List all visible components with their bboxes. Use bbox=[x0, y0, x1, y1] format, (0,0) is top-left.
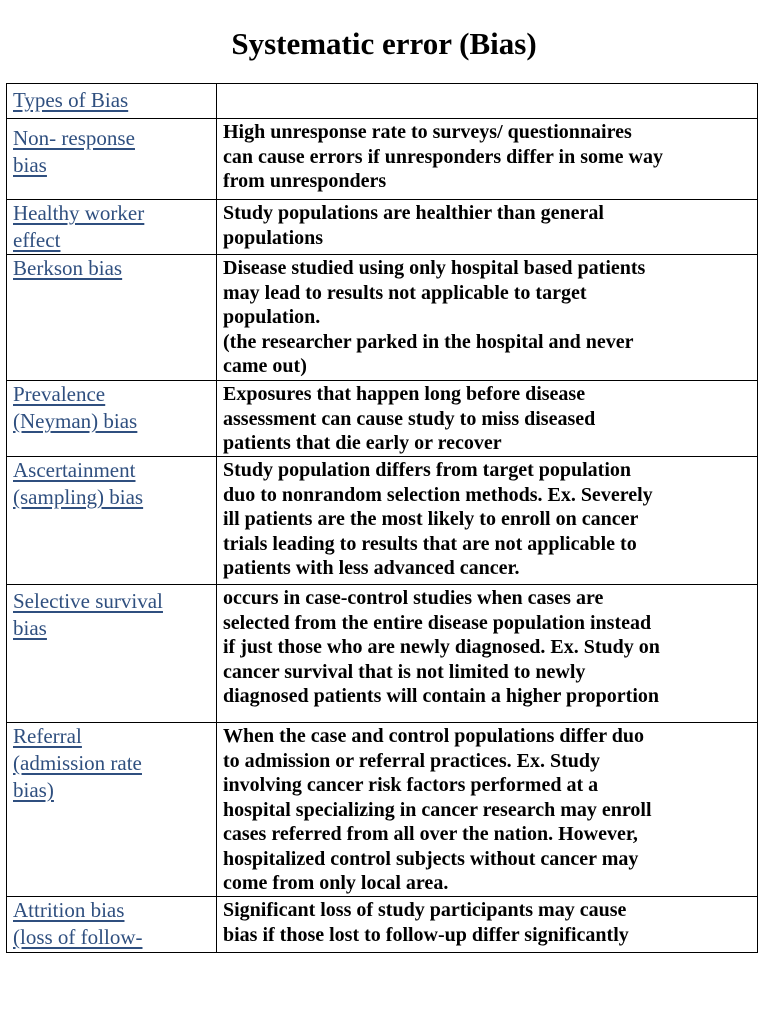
bias-name-cell bbox=[7, 897, 217, 953]
description-line: hospitalized control subjects without cancer may bbox=[223, 847, 639, 870]
description-line: Disease studied using only hospital based patients bbox=[223, 257, 646, 279]
bias-description-cell bbox=[217, 457, 758, 585]
description-line: Exposures that happen long before disease bbox=[223, 383, 586, 405]
bias-name-cell bbox=[7, 200, 217, 255]
description-line: duo to nonrandom selection methods. Ex. Severely bbox=[223, 483, 653, 506]
page-title: Systematic error (Bias) bbox=[231, 26, 537, 61]
header-types-cell bbox=[7, 84, 217, 119]
description-line: occurs in case-control studies when cases are bbox=[223, 587, 604, 609]
bias-name-cell bbox=[7, 381, 217, 457]
description-line: (the researcher parked in the hospital and never bbox=[223, 330, 634, 353]
bias-name-link[interactable]: bias) bbox=[13, 778, 54, 802]
description-line: trials leading to results that are not applicable to bbox=[223, 532, 637, 555]
bias-name-link[interactable]: (sampling) bias bbox=[13, 485, 144, 509]
table-row bbox=[7, 585, 758, 723]
description-line: When the case and control populations differ duo bbox=[223, 725, 644, 747]
description-line: diagnosed patients will contain a higher proportion bbox=[223, 685, 659, 707]
header-types-label: Types of Bias bbox=[13, 88, 129, 112]
bias-name-link[interactable]: Non- response bbox=[13, 126, 135, 150]
bias-name-link[interactable]: Ascertainment bbox=[13, 458, 136, 482]
bias-description-cell bbox=[217, 119, 758, 200]
bias-name-link[interactable]: (loss of follow- bbox=[13, 925, 143, 949]
bias-description-cell bbox=[217, 200, 758, 255]
bias-name-cell bbox=[7, 255, 217, 381]
bias-name-link[interactable]: bias bbox=[13, 153, 47, 177]
description-line: Significant loss of study participants may cause bbox=[223, 899, 627, 921]
bias-name-cell bbox=[7, 723, 217, 897]
description-line: High unresponse rate to surveys/ questionnaires bbox=[223, 121, 632, 143]
table-row bbox=[7, 255, 758, 381]
description-line: can cause errors if unresponders differ in some way bbox=[223, 145, 663, 168]
bias-name-link[interactable]: Referral bbox=[13, 724, 82, 748]
description-line: patients that die early or recover bbox=[223, 432, 502, 454]
table-row bbox=[7, 457, 758, 585]
description-line: from unresponders bbox=[223, 170, 387, 192]
description-line: assessment can cause study to miss diseased bbox=[223, 407, 596, 430]
description-line: come from only local area. bbox=[223, 872, 449, 894]
bias-description-cell bbox=[217, 585, 758, 723]
description-line: cases referred from all over the nation. However, bbox=[223, 823, 638, 845]
bias-name-cell bbox=[7, 585, 217, 723]
table-row bbox=[7, 381, 758, 457]
bias-name-link[interactable]: (Neyman) bias bbox=[13, 409, 138, 433]
description-line: population. bbox=[223, 306, 321, 328]
description-line: populations bbox=[223, 226, 324, 249]
bias-name-link[interactable]: Attrition bias bbox=[13, 898, 125, 922]
description-line: ill patients are the most likely to enroll on cancer bbox=[223, 508, 639, 530]
description-line: cancer survival that is not limited to newly bbox=[223, 660, 586, 683]
bias-name-cell bbox=[7, 457, 217, 585]
description-line: Study population differs from target population bbox=[223, 459, 632, 481]
description-line: to admission or referral practices. Ex. Study bbox=[223, 749, 601, 772]
bias-name-cell bbox=[7, 119, 217, 200]
bias-name-link[interactable]: effect bbox=[13, 228, 61, 252]
header-description-cell bbox=[217, 84, 758, 119]
description-line: came out) bbox=[223, 355, 307, 377]
bias-name-link[interactable]: (admission rate bbox=[13, 751, 142, 775]
bias-name-link[interactable]: Selective survival bbox=[13, 589, 163, 613]
description-line: hospital specializing in cancer research may enroll bbox=[223, 798, 652, 821]
bias-description-cell bbox=[217, 381, 758, 457]
bias-name-link[interactable]: Healthy worker bbox=[13, 201, 145, 225]
description-line: patients with less advanced cancer. bbox=[223, 557, 520, 579]
table-row bbox=[7, 119, 758, 200]
bias-types-table bbox=[6, 83, 758, 953]
bias-name-link[interactable]: Berkson bias bbox=[13, 256, 123, 280]
table-row bbox=[7, 200, 758, 255]
description-line: if just those who are newly diagnosed. Ex. Study on bbox=[223, 636, 660, 658]
bias-name-link[interactable]: Prevalence bbox=[13, 382, 106, 406]
table-row bbox=[7, 897, 758, 953]
table-row bbox=[7, 723, 758, 897]
description-line: involving cancer risk factors performed at a bbox=[223, 774, 599, 796]
description-line: may lead to results not applicable to target bbox=[223, 281, 587, 304]
description-line: selected from the entire disease population instead bbox=[223, 611, 652, 634]
bias-name-link[interactable]: bias bbox=[13, 616, 47, 640]
table-header-row bbox=[7, 84, 758, 119]
bias-description-cell bbox=[217, 897, 758, 953]
bias-description-cell bbox=[217, 255, 758, 381]
description-line: Study populations are healthier than general bbox=[223, 202, 604, 224]
description-line: bias if those lost to follow-up differ significantly bbox=[223, 923, 629, 946]
bias-description-cell bbox=[217, 723, 758, 897]
